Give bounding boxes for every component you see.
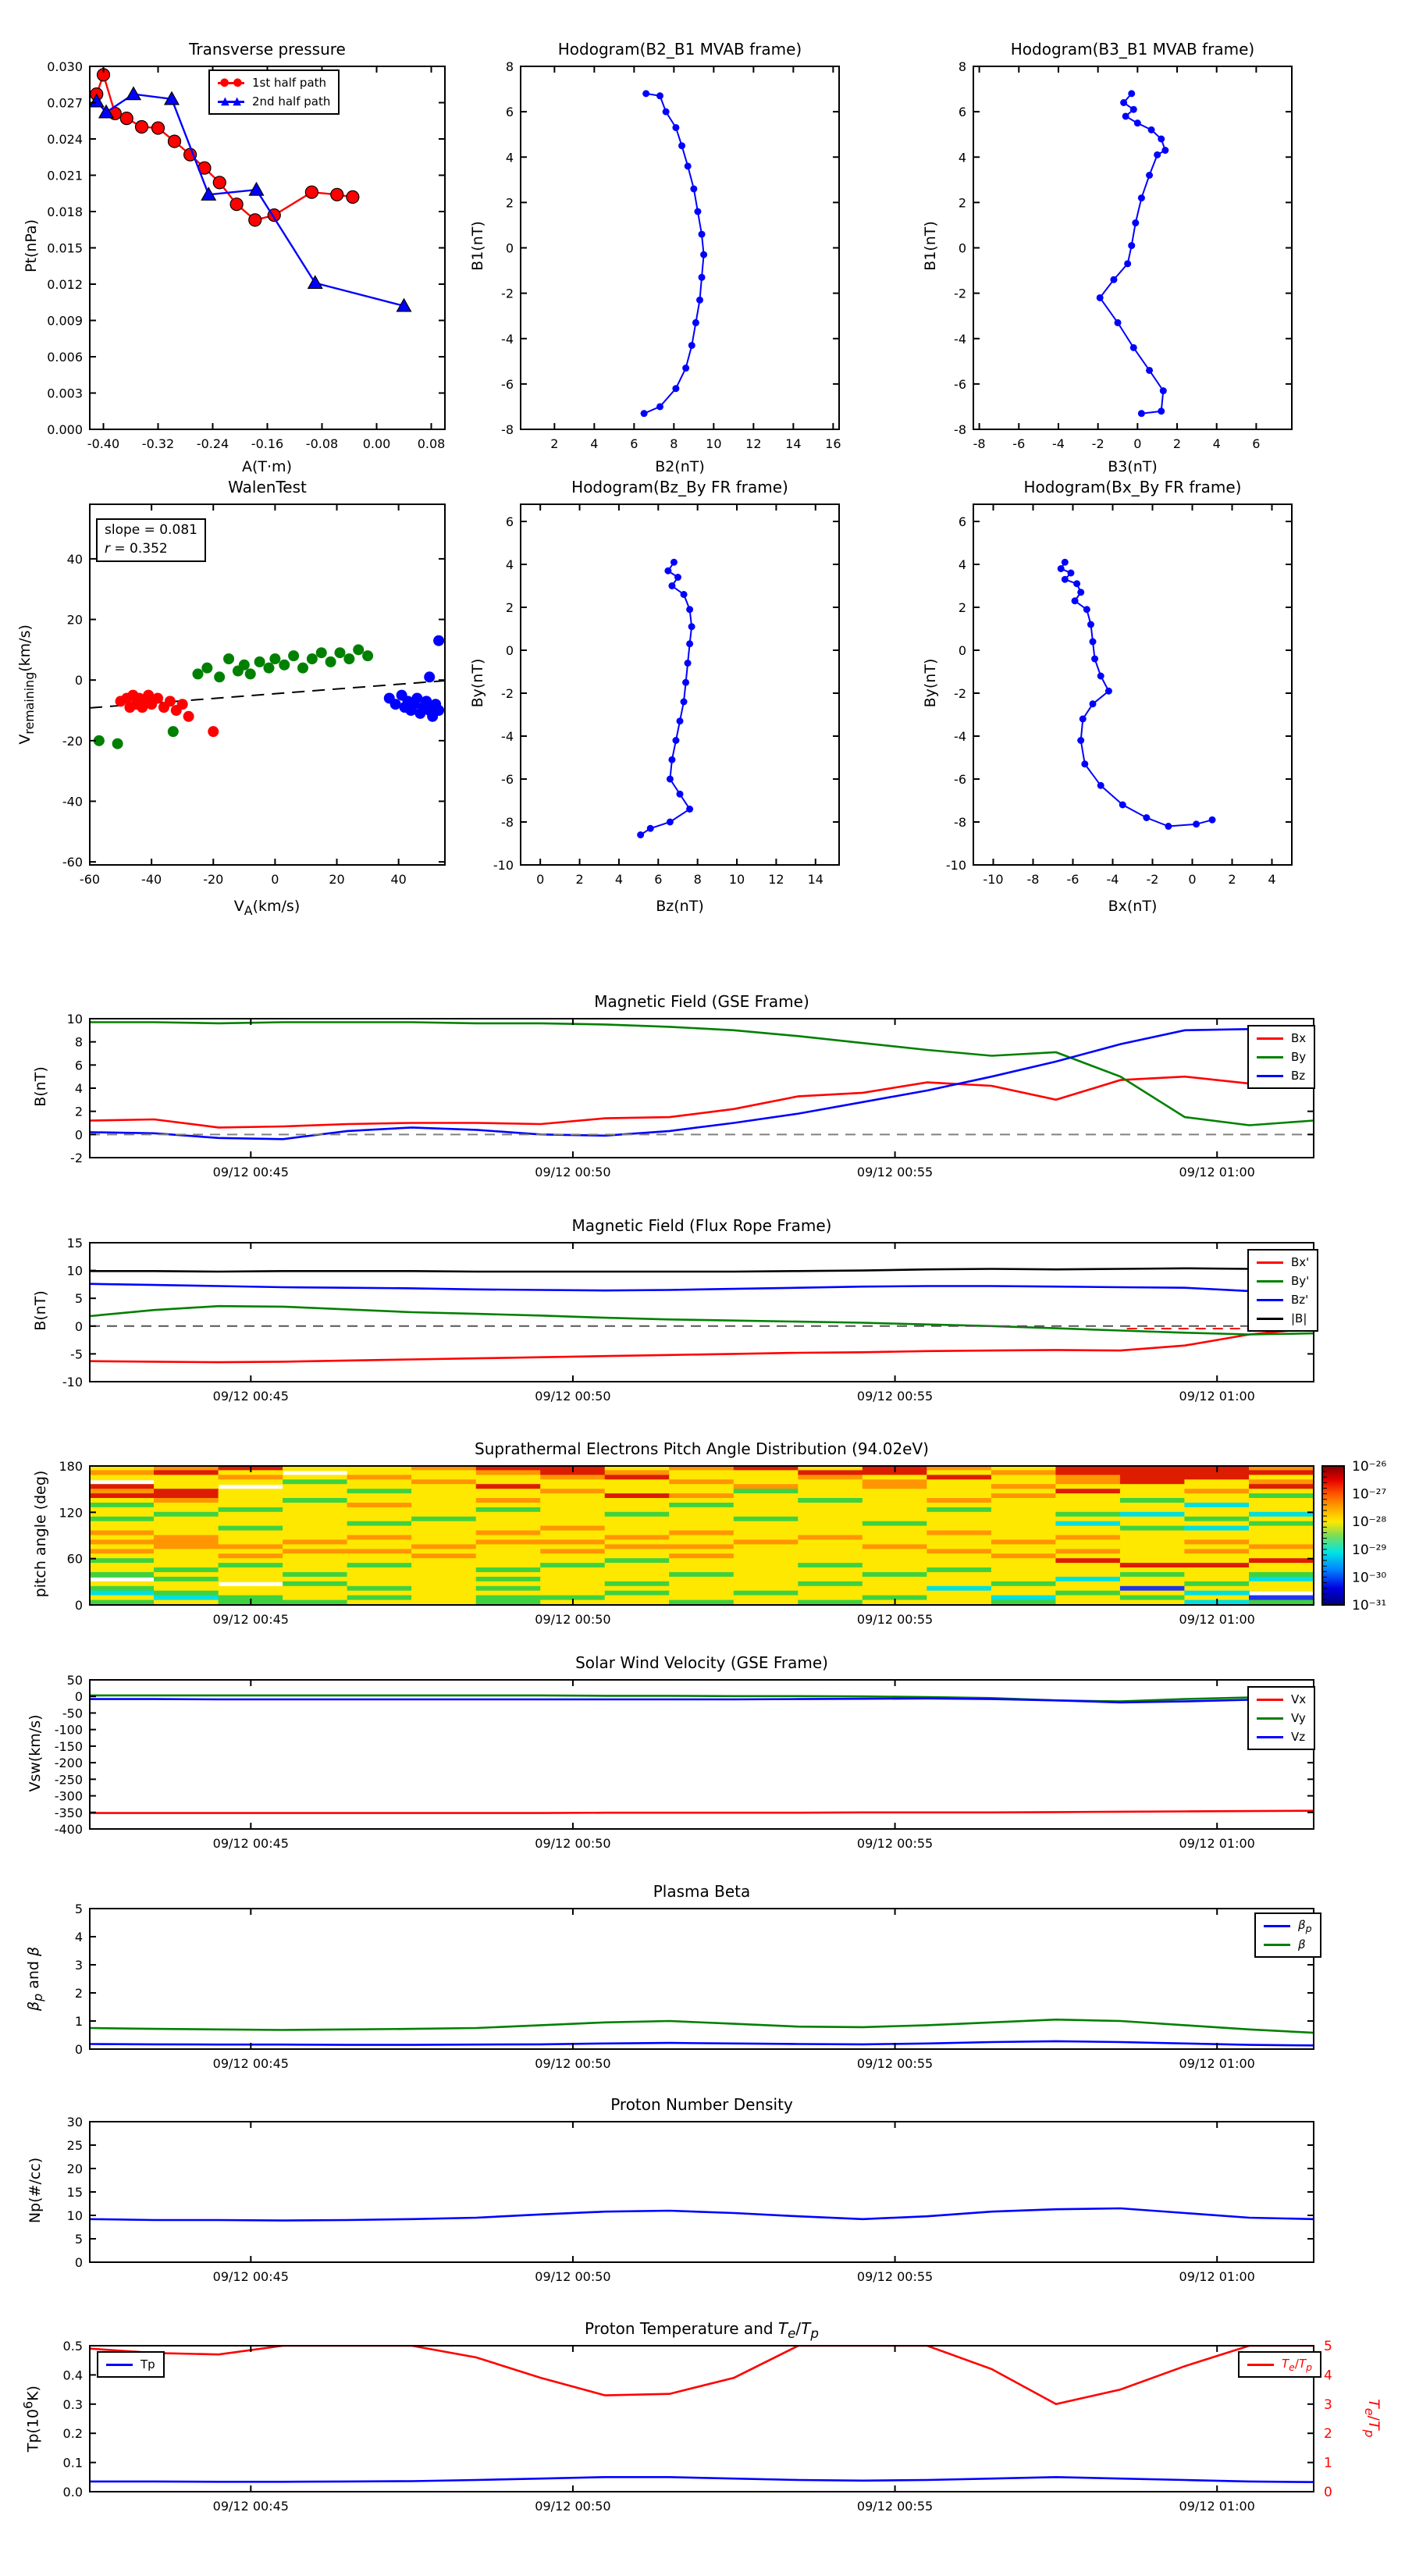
svg-text:8: 8: [958, 59, 966, 74]
svg-text:4: 4: [590, 436, 599, 451]
svg-text:-8: -8: [501, 422, 514, 437]
magnetic-field-fr-legend: [1247, 1249, 1318, 1332]
svg-text:-4: -4: [954, 729, 966, 744]
svg-text:0.009: 0.009: [47, 313, 83, 329]
svg-text:16: 16: [825, 436, 841, 451]
transverse-pressure-plot: [47, 59, 445, 451]
svg-text:-4: -4: [501, 729, 514, 744]
svg-text:180: 180: [59, 1459, 83, 1474]
svg-text:4: 4: [1324, 2368, 1332, 2384]
svg-text:09/12 01:00: 09/12 01:00: [1179, 2056, 1255, 2071]
svg-text:6: 6: [654, 872, 663, 887]
svg-text:-2: -2: [1146, 872, 1159, 887]
legend-item: Vz: [1257, 1727, 1306, 1746]
svg-text:-0.08: -0.08: [305, 436, 339, 451]
title-hodogram-bz-by: Hodogram(Bz_By FR frame): [571, 478, 788, 496]
svg-text:-6: -6: [1066, 872, 1080, 887]
svg-text:-0.24: -0.24: [196, 436, 229, 451]
svg-text:-0.32: -0.32: [141, 436, 175, 451]
svg-text:09/12 01:00: 09/12 01:00: [1179, 1836, 1255, 1851]
svg-text:10: 10: [728, 872, 745, 887]
svg-text:50: 50: [66, 1673, 83, 1688]
legend-item: ▲ ▲ 2nd half path: [218, 92, 330, 111]
svg-text:09/12 00:50: 09/12 00:50: [535, 1389, 611, 1404]
legend-item: Bx: [1257, 1029, 1306, 1048]
title-magnetic-field-gse: Magnetic Field (GSE Frame): [594, 992, 809, 1011]
svg-text:-20: -20: [203, 872, 224, 887]
legend-item: Bz: [1257, 1066, 1306, 1085]
svg-text:09/12 00:55: 09/12 00:55: [856, 1165, 934, 1179]
svg-text:0.030: 0.030: [47, 59, 83, 74]
axis-label: $V_A(km/s)$: [233, 898, 301, 918]
axis-label: $T_e/T_p$: [1362, 2399, 1382, 2438]
svg-text:0.0: 0.0: [62, 2485, 83, 2500]
svg-text:09/12 01:00: 09/12 01:00: [1179, 1165, 1255, 1179]
svg-text:09/12 00:45: 09/12 00:45: [212, 2056, 289, 2071]
svg-text:0.003: 0.003: [47, 386, 83, 401]
svg-text:09/12 01:00: 09/12 01:00: [1179, 2269, 1255, 2284]
svg-text:-8: -8: [973, 436, 986, 451]
axis-label: Np(#/cc): [27, 2157, 44, 2224]
svg-text:-400: -400: [54, 1822, 83, 1837]
axis-label: Pt(nPa): [23, 219, 40, 273]
svg-text:0: 0: [505, 643, 514, 658]
svg-text:3: 3: [1324, 2396, 1332, 2413]
plasma-beta-plot: [75, 1902, 1314, 2071]
legend-item: |B|: [1257, 1309, 1309, 1328]
magnetic-field-gse-legend: [1247, 1025, 1315, 1089]
svg-text:6: 6: [505, 105, 514, 120]
svg-text:09/12 00:50: 09/12 00:50: [535, 1165, 611, 1179]
svg-text:40: 40: [390, 872, 407, 887]
svg-text:5: 5: [74, 1291, 83, 1307]
title-proton-temperature: Proton Temperature and $T_e/T_p$: [585, 2319, 819, 2341]
svg-text:-4: -4: [1051, 436, 1065, 451]
svg-text:2: 2: [575, 872, 584, 887]
svg-text:09/12 00:45: 09/12 00:45: [212, 1389, 289, 1404]
svg-text:2: 2: [1172, 436, 1182, 451]
title-proton-density: Proton Number Density: [610, 2095, 793, 2114]
svg-text:5: 5: [74, 1902, 83, 1916]
magnetic-field-fr-plot: [62, 1236, 1314, 1404]
svg-text:-8: -8: [954, 815, 966, 830]
axis-label: Bz(nT): [656, 898, 704, 915]
axis-label: $V_{remaining}(km/s)$: [16, 624, 37, 745]
svg-text:-200: -200: [54, 1756, 83, 1771]
svg-text:0: 0: [74, 673, 83, 688]
svg-text:-0.16: -0.16: [251, 436, 284, 451]
svg-text:-4: -4: [1106, 872, 1119, 887]
svg-text:09/12 00:45: 09/12 00:45: [212, 2499, 289, 2514]
axis-label: B1(nT): [922, 221, 939, 271]
legend-line-sample: ▲ ▲: [218, 100, 244, 104]
svg-text:-60: -60: [62, 855, 83, 870]
svg-text:8: 8: [74, 1034, 83, 1050]
legend-item: By': [1257, 1272, 1309, 1290]
svg-text:0.024: 0.024: [47, 132, 83, 147]
svg-text:4: 4: [505, 557, 514, 572]
svg-text:09/12 00:45: 09/12 00:45: [212, 1612, 289, 1627]
axis-label: B3(nT): [1108, 458, 1158, 475]
svg-text:09/12 01:00: 09/12 01:00: [1179, 2499, 1255, 2514]
title-solar-wind-velocity: Solar Wind Velocity (GSE Frame): [575, 1653, 828, 1672]
svg-text:-2: -2: [70, 1151, 83, 1165]
svg-text:5: 5: [74, 2232, 83, 2247]
svg-text:-0.40: -0.40: [87, 436, 120, 451]
svg-text:0.018: 0.018: [47, 205, 83, 219]
walen-fit-annotation: slope = 0.081 r = 0.352: [96, 518, 206, 562]
svg-text:09/12 00:50: 09/12 00:50: [535, 2269, 611, 2284]
svg-text:-50: -50: [62, 1706, 83, 1721]
svg-text:-6: -6: [501, 772, 514, 787]
svg-text:0: 0: [74, 1598, 83, 1613]
svg-text:09/12 00:50: 09/12 00:50: [535, 2056, 611, 2071]
svg-text:6: 6: [74, 1058, 83, 1073]
svg-text:0.000: 0.000: [47, 422, 83, 437]
svg-text:09/12 01:00: 09/12 01:00: [1179, 1389, 1255, 1404]
svg-text:4: 4: [1212, 436, 1221, 451]
proton-density-plot: [67, 2115, 1314, 2284]
legend-line-sample: [1257, 1298, 1283, 1302]
svg-text:20: 20: [329, 872, 345, 887]
legend-line-sample: [1264, 1943, 1290, 1947]
svg-text:09/12 01:00: 09/12 01:00: [1179, 1612, 1255, 1627]
legend-line-sample: ● ●: [218, 81, 244, 85]
axis-label: Bx(nT): [1108, 898, 1158, 915]
svg-text:0: 0: [74, 2042, 83, 2057]
legend-item: $T_e/T_p$: [1247, 2355, 1312, 2374]
svg-text:15: 15: [66, 2185, 83, 2200]
legend-item: Bz': [1257, 1290, 1309, 1309]
legend-item: Tp: [106, 2355, 155, 2374]
legend-line-sample: [106, 2363, 133, 2367]
plasma-beta-legend: [1254, 1912, 1321, 1958]
svg-text:09/12 00:55: 09/12 00:55: [856, 1836, 934, 1851]
legend-line-sample: [1257, 1698, 1283, 1702]
svg-text:1: 1: [1324, 2455, 1332, 2471]
svg-text:2: 2: [74, 1986, 83, 2001]
svg-text:8: 8: [693, 872, 702, 887]
title-hodogram-b3-b1: Hodogram(B3_B1 MVAB frame): [1010, 40, 1255, 59]
svg-text:-10: -10: [62, 1375, 83, 1389]
svg-text:10⁻²⁹: 10⁻²⁹: [1352, 1542, 1387, 1558]
title-walen-test: WalenTest: [228, 478, 307, 496]
svg-text:0: 0: [505, 240, 514, 256]
svg-text:0.2: 0.2: [62, 2426, 83, 2442]
electron-pad-plot: [59, 1459, 1386, 1627]
svg-text:4: 4: [958, 557, 966, 572]
svg-text:-40: -40: [62, 794, 83, 809]
svg-text:09/12 00:55: 09/12 00:55: [856, 1389, 934, 1404]
svg-text:-2: -2: [954, 686, 966, 701]
svg-text:-4: -4: [954, 331, 966, 347]
svg-text:10: 10: [66, 1012, 83, 1026]
svg-text:09/12 00:45: 09/12 00:45: [212, 2269, 289, 2284]
svg-text:10⁻³⁰: 10⁻³⁰: [1352, 1570, 1387, 1586]
svg-text:12: 12: [745, 436, 762, 451]
svg-text:60: 60: [66, 1551, 83, 1567]
svg-text:1: 1: [74, 2014, 83, 2029]
svg-text:0: 0: [1133, 436, 1142, 451]
svg-text:-250: -250: [54, 1772, 83, 1788]
title-transverse-pressure: Transverse pressure: [189, 40, 346, 59]
svg-text:-2: -2: [501, 686, 514, 701]
svg-text:0: 0: [536, 872, 545, 887]
svg-text:-300: -300: [54, 1788, 83, 1804]
axis-label: By(nT): [469, 658, 486, 708]
svg-text:-6: -6: [954, 376, 966, 392]
svg-text:25: 25: [66, 2138, 83, 2153]
svg-text:-6: -6: [501, 376, 514, 392]
svg-text:0.3: 0.3: [62, 2396, 83, 2412]
svg-text:6: 6: [958, 105, 966, 120]
svg-text:10: 10: [66, 2208, 83, 2223]
axis-label: A(T·m): [242, 458, 292, 475]
svg-text:120: 120: [59, 1505, 83, 1521]
svg-text:14: 14: [807, 872, 823, 887]
svg-text:2: 2: [958, 195, 966, 211]
svg-text:5: 5: [1324, 2339, 1332, 2354]
title-hodogram-bx-by: Hodogram(Bx_By FR frame): [1023, 478, 1242, 496]
legend-line-sample: [1257, 1074, 1283, 1078]
svg-text:2: 2: [505, 195, 514, 211]
legend-line-sample: [1257, 1055, 1283, 1059]
svg-text:4: 4: [1268, 872, 1276, 887]
legend-line-sample: [1257, 1037, 1283, 1041]
svg-text:-8: -8: [954, 422, 966, 437]
svg-text:6: 6: [505, 514, 514, 529]
legend-line-sample: [1257, 1317, 1283, 1321]
svg-text:0.4: 0.4: [62, 2368, 83, 2383]
svg-text:0: 0: [74, 1127, 83, 1143]
title-electron-pad: Suprathermal Electrons Pitch Angle Distribution (94.02eV): [475, 1439, 929, 1458]
legend-line-sample: [1257, 1279, 1283, 1283]
axis-label: By(nT): [922, 658, 939, 708]
proton-temperature-legend: [97, 2351, 165, 2378]
svg-text:-6: -6: [954, 772, 966, 787]
svg-text:0.5: 0.5: [62, 2339, 83, 2354]
svg-text:0.00: 0.00: [362, 436, 391, 451]
svg-text:4: 4: [74, 1081, 83, 1096]
axis-label: B1(nT): [469, 221, 486, 271]
svg-text:-100: -100: [54, 1722, 83, 1738]
legend-item: Vx: [1257, 1690, 1306, 1709]
svg-text:09/12 00:55: 09/12 00:55: [856, 2499, 934, 2514]
svg-text:2: 2: [958, 600, 966, 615]
hodogram-b2-b1-plot: [501, 59, 841, 451]
title-plasma-beta: Plasma Beta: [653, 1882, 751, 1901]
svg-text:-10: -10: [983, 872, 1004, 887]
svg-text:10⁻²⁸: 10⁻²⁸: [1352, 1514, 1387, 1531]
svg-text:2: 2: [1324, 2426, 1332, 2443]
svg-text:0: 0: [958, 240, 966, 256]
svg-text:0.1: 0.1: [62, 2455, 83, 2471]
svg-text:8: 8: [505, 59, 514, 74]
svg-text:10: 10: [706, 436, 722, 451]
legend-line-sample: [1264, 1924, 1290, 1928]
svg-text:0: 0: [1324, 2485, 1332, 2500]
svg-text:-8: -8: [501, 815, 514, 830]
title-hodogram-b2-b1: Hodogram(B2_B1 MVAB frame): [557, 40, 802, 59]
svg-text:10⁻²⁶: 10⁻²⁶: [1352, 1459, 1387, 1475]
axis-label: $\beta_p$ and β: [25, 1946, 45, 2011]
svg-text:0: 0: [74, 1318, 83, 1334]
svg-text:0.006: 0.006: [47, 350, 83, 365]
legend-item: Bx': [1257, 1253, 1309, 1272]
legend-line-sample: [1257, 1261, 1283, 1265]
svg-text:10⁻³¹: 10⁻³¹: [1352, 1598, 1387, 1614]
svg-text:-350: -350: [54, 1805, 83, 1820]
svg-text:-40: -40: [141, 872, 162, 887]
svg-text:4: 4: [74, 1930, 83, 1944]
axis-label: B(nT): [32, 1066, 49, 1107]
svg-text:2: 2: [74, 1104, 83, 1119]
svg-text:0: 0: [958, 643, 966, 658]
svg-text:09/12 00:50: 09/12 00:50: [535, 1836, 611, 1851]
title-magnetic-field-fr: Magnetic Field (Flux Rope Frame): [571, 1216, 832, 1235]
svg-text:-2: -2: [954, 286, 966, 301]
svg-text:-2: -2: [1091, 436, 1104, 451]
svg-text:09/12 00:50: 09/12 00:50: [535, 2499, 611, 2514]
svg-text:-2: -2: [501, 286, 514, 301]
svg-text:20: 20: [66, 2161, 83, 2176]
svg-text:-10: -10: [945, 858, 966, 873]
svg-text:12: 12: [768, 872, 784, 887]
svg-text:14: 14: [785, 436, 802, 451]
axis-label: $Tp(10^6K)$: [20, 2386, 42, 2453]
axis-label: B(nT): [32, 1290, 49, 1331]
svg-text:10: 10: [66, 1263, 83, 1279]
proton-temperature-legend: [1238, 2351, 1321, 2378]
svg-text:0.027: 0.027: [47, 95, 83, 111]
legend-item: ● ● 1st half path: [218, 73, 330, 92]
axis-label: B2(nT): [655, 458, 705, 475]
solar-wind-velocity-legend: [1247, 1686, 1315, 1750]
svg-text:-6: -6: [1012, 436, 1026, 451]
svg-text:2: 2: [550, 436, 559, 451]
legend-item: β: [1264, 1935, 1312, 1954]
svg-text:3: 3: [74, 1958, 83, 1973]
svg-text:09/12 00:55: 09/12 00:55: [856, 1612, 934, 1627]
svg-text:-4: -4: [501, 331, 514, 347]
svg-text:0.012: 0.012: [47, 277, 83, 292]
svg-text:-60: -60: [79, 872, 101, 887]
svg-text:0.08: 0.08: [417, 436, 446, 451]
svg-text:-10: -10: [493, 858, 514, 873]
legend-line-sample: [1247, 2363, 1274, 2367]
svg-text:09/12 00:55: 09/12 00:55: [856, 2056, 934, 2071]
svg-text:09/12 00:55: 09/12 00:55: [856, 2269, 934, 2284]
svg-text:0.021: 0.021: [47, 168, 83, 183]
svg-text:-5: -5: [70, 1347, 83, 1362]
svg-text:6: 6: [1252, 436, 1261, 451]
svg-text:2: 2: [1228, 872, 1236, 887]
svg-text:-150: -150: [54, 1738, 83, 1754]
magnetic-field-gse-plot: [67, 1012, 1314, 1179]
svg-text:0: 0: [74, 2255, 83, 2270]
svg-text:30: 30: [66, 2115, 83, 2129]
proton-temperature-plot: [63, 2339, 1332, 2514]
svg-text:4: 4: [505, 150, 514, 165]
svg-text:09/12 00:45: 09/12 00:45: [212, 1836, 289, 1851]
svg-text:15: 15: [66, 1236, 83, 1251]
svg-text:6: 6: [630, 436, 638, 451]
svg-text:10⁻²⁷: 10⁻²⁷: [1352, 1486, 1387, 1503]
svg-text:4: 4: [614, 872, 624, 887]
legend-item: By: [1257, 1048, 1306, 1066]
legend-line-sample: [1257, 1717, 1283, 1720]
hodogram-bx-by-plot: [946, 504, 1292, 887]
svg-text:-20: -20: [62, 733, 83, 749]
svg-text:40: 40: [66, 551, 83, 567]
hodogram-bz-by-plot: [493, 504, 839, 887]
svg-text:09/12 00:45: 09/12 00:45: [212, 1165, 289, 1179]
axis-label: Vsw(km/s): [27, 1714, 44, 1792]
transverse-pressure-legend: [208, 69, 340, 115]
svg-text:09/12 00:50: 09/12 00:50: [535, 1612, 611, 1627]
legend-item: Vy: [1257, 1709, 1306, 1727]
svg-text:2: 2: [505, 600, 514, 615]
svg-text:8: 8: [670, 436, 678, 451]
svg-text:-8: -8: [1026, 872, 1040, 887]
legend-line-sample: [1257, 1735, 1283, 1739]
solar-wind-velocity-plot: [55, 1673, 1314, 1851]
svg-text:0: 0: [271, 872, 279, 887]
hodogram-b3-b1-plot: [954, 59, 1292, 451]
svg-text:20: 20: [66, 612, 83, 628]
svg-text:4: 4: [958, 150, 966, 165]
svg-text:0: 0: [74, 1689, 83, 1705]
svg-text:6: 6: [958, 514, 966, 529]
svg-text:0.015: 0.015: [47, 240, 83, 256]
svg-text:0: 0: [1188, 872, 1197, 887]
axis-label: pitch angle (deg): [32, 1470, 49, 1598]
legend-item: $\beta_p$: [1264, 1916, 1312, 1935]
